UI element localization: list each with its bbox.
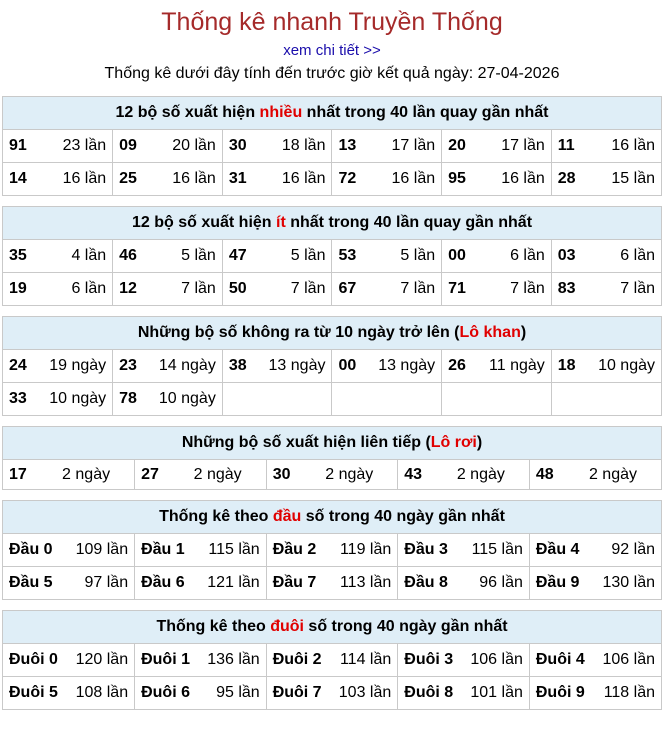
count: 115 lần (471, 541, 523, 558)
count: 121 lần (207, 574, 260, 591)
table-cell (3, 460, 135, 489)
count: 13 ngày (268, 357, 326, 374)
table-cell (266, 677, 398, 710)
table-cell (398, 567, 530, 600)
section-header (3, 427, 661, 460)
table-cell (398, 460, 530, 489)
header-text: Những bộ số không ra từ 10 ngày trở lên ( (137, 324, 460, 341)
header-text: 12 bộ số xuất hiện (115, 104, 260, 121)
count: 16 lần (611, 137, 655, 154)
table-row (3, 567, 661, 600)
table-cell (3, 130, 113, 163)
number: 78 (119, 390, 137, 407)
empty-cell (442, 383, 552, 416)
digit-label: Đầu 1 (141, 541, 185, 558)
most-frequent-section (2, 96, 662, 196)
count: 15 lần (611, 170, 655, 187)
number: 47 (228, 247, 247, 264)
count: 10 ngày (598, 357, 655, 374)
number: 03 (557, 247, 576, 264)
table-cell (135, 460, 267, 489)
table-cell (222, 273, 332, 306)
table-cell (3, 350, 113, 383)
header-highlight: đầu (272, 508, 302, 525)
least-frequent-section (2, 206, 662, 306)
lo-roi-section (2, 426, 662, 490)
table-cell (529, 534, 661, 567)
table-cell (551, 350, 661, 383)
count: 4 lần (71, 247, 107, 264)
table-cell (135, 677, 267, 710)
lo-khan-table (3, 350, 661, 415)
digit-label: Đuôi 6 (141, 684, 190, 701)
table-cell (3, 677, 135, 710)
most-frequent-table (3, 130, 661, 195)
digit-label: Đuôi 8 (404, 684, 454, 701)
table-cell (551, 273, 661, 306)
count: 16 lần (281, 170, 326, 187)
count: 136 lần (207, 651, 260, 668)
number: 48 (535, 465, 554, 483)
digit-label: Đầu 6 (141, 574, 185, 591)
count: 2 ngày (62, 465, 111, 483)
digit-label: Đầu 8 (404, 574, 448, 591)
digit-label: Đầu 9 (535, 574, 580, 591)
count: 16 lần (391, 170, 436, 187)
lo-roi-table (3, 460, 661, 489)
header-text: nhất trong 40 lần quay gần nhất (285, 214, 533, 231)
head-digit-table (3, 534, 661, 599)
count: 118 lần (603, 684, 655, 701)
table-cell (551, 130, 661, 163)
header-text: ) (520, 324, 527, 341)
table-cell (135, 534, 267, 567)
count: 23 lần (62, 137, 107, 154)
header-highlight: đuôi (270, 618, 304, 635)
number: 00 (448, 247, 466, 264)
count: 20 lần (172, 137, 216, 154)
count: 119 lần (339, 541, 392, 558)
number: 95 (448, 170, 466, 187)
count: 2 ngày (588, 465, 637, 483)
count: 13 ngày (378, 357, 436, 374)
count: 6 lần (510, 247, 545, 264)
table-cell (529, 644, 661, 677)
empty-cell (332, 383, 442, 416)
table-cell (551, 163, 661, 196)
count: 16 lần (172, 170, 216, 187)
number: 72 (338, 170, 357, 187)
table-cell (398, 644, 530, 677)
header-text: số trong 40 ngày gần nhất (301, 508, 505, 525)
number: 09 (119, 137, 137, 154)
table-cell (3, 383, 113, 416)
table-row (3, 350, 661, 383)
digit-label: Đuôi 4 (535, 651, 585, 668)
table-cell (113, 350, 223, 383)
table-cell (529, 460, 661, 489)
count: 97 lần (84, 574, 129, 591)
count: 14 ngày (158, 357, 216, 374)
number: 35 (9, 247, 27, 264)
table-cell (442, 273, 552, 306)
section-header (3, 97, 661, 130)
lo-khan-section (2, 316, 662, 416)
header-highlight: Lô khan (459, 324, 521, 341)
count: 16 lần (62, 170, 107, 187)
table-cell (113, 273, 223, 306)
digit-label: Đầu 5 (9, 574, 53, 591)
table-row (3, 130, 661, 163)
header-highlight: ít (276, 214, 286, 231)
number: 30 (272, 465, 291, 483)
count: 114 lần (339, 651, 392, 668)
table-cell (3, 534, 135, 567)
number: 20 (448, 137, 466, 154)
header-text: ) (476, 434, 483, 451)
section-header (3, 207, 661, 240)
number: 28 (557, 170, 576, 187)
table-cell (222, 350, 332, 383)
number: 38 (228, 357, 247, 374)
count: 16 lần (501, 170, 545, 187)
number: 24 (9, 357, 27, 374)
table-row (3, 273, 661, 306)
header-highlight: Lô rơi (430, 434, 477, 451)
number: 33 (9, 390, 27, 407)
count: 106 lần (470, 651, 523, 668)
date-note: Thống kê dưới đây tính đến trước giờ kết quả ngày: 27-04-2026 (104, 65, 560, 82)
count: 17 lần (501, 137, 545, 154)
more-link-wrap (0, 42, 664, 59)
count: 95 lần (216, 684, 260, 701)
table-row (3, 383, 661, 416)
table-row (3, 460, 661, 489)
digit-label: Đầu 2 (272, 541, 317, 558)
table-cell (529, 677, 661, 710)
digit-label: Đầu 3 (404, 541, 448, 558)
number: 71 (448, 280, 466, 297)
table-cell (222, 130, 332, 163)
table-cell (113, 240, 223, 273)
number: 12 (119, 280, 137, 297)
header-highlight: nhiều (259, 104, 303, 121)
number: 13 (338, 137, 357, 154)
count: 11 ngày (489, 357, 545, 374)
count: 7 lần (290, 280, 326, 297)
table-row (3, 677, 661, 710)
table-cell (113, 383, 223, 416)
count: 18 lần (281, 137, 326, 154)
digit-label: Đầu 4 (535, 541, 580, 558)
count: 101 lần (470, 684, 523, 701)
header-text: số trong 40 ngày gần nhất (303, 618, 508, 635)
digit-label: Đầu 7 (272, 574, 317, 591)
table-cell (266, 644, 398, 677)
header-text: Thống kê theo (159, 508, 273, 525)
least-frequent-table (3, 240, 661, 305)
table-cell (442, 130, 552, 163)
number: 30 (228, 137, 247, 154)
table-cell (398, 534, 530, 567)
table-cell (113, 163, 223, 196)
count: 6 lần (71, 280, 107, 297)
table-cell (135, 567, 267, 600)
table-row (3, 163, 661, 196)
count: 5 lần (181, 247, 216, 264)
tail-digit-section (2, 610, 662, 710)
count: 5 lần (400, 247, 436, 264)
number: 17 (9, 465, 27, 483)
table-cell (3, 273, 113, 306)
count: 6 lần (620, 247, 655, 264)
header-text: 12 bộ số xuất hiện (131, 214, 276, 231)
table-cell (442, 163, 552, 196)
number: 23 (119, 357, 137, 374)
count: 5 lần (290, 247, 326, 264)
digit-label: Đuôi 5 (9, 684, 58, 701)
number: 50 (228, 280, 247, 297)
table-cell (266, 567, 398, 600)
count: 109 lần (75, 541, 129, 558)
digit-label: Đuôi 9 (535, 684, 585, 701)
number: 14 (9, 170, 27, 187)
page-title: Thống kê nhanh Truyền Thống (161, 8, 503, 36)
count: 7 lần (510, 280, 545, 297)
head-digit-section (2, 500, 662, 600)
table-row (3, 644, 661, 677)
table-cell (332, 130, 442, 163)
header-text: Thống kê theo (156, 618, 271, 635)
number: 18 (557, 357, 576, 374)
table-cell (442, 350, 552, 383)
number: 19 (9, 280, 27, 297)
count: 96 lần (479, 574, 523, 591)
number: 27 (141, 465, 159, 483)
number: 53 (338, 247, 357, 264)
count: 103 lần (338, 684, 392, 701)
table-cell (332, 273, 442, 306)
number: 46 (119, 247, 137, 264)
table-cell (398, 677, 530, 710)
table-cell (135, 644, 267, 677)
empty-cell (551, 383, 661, 416)
digit-label: Đuôi 3 (404, 651, 454, 668)
count: 2 ngày (193, 465, 242, 483)
number: 91 (9, 137, 27, 154)
table-cell (332, 350, 442, 383)
table-cell (222, 163, 332, 196)
number: 00 (338, 357, 357, 374)
table-row (3, 534, 661, 567)
section-header (3, 317, 661, 350)
number: 31 (228, 170, 247, 187)
count: 115 lần (208, 541, 260, 558)
number: 25 (119, 170, 137, 187)
header-text: nhất trong 40 lần quay gần nhất (302, 104, 549, 121)
number: 11 (557, 137, 575, 154)
count: 19 ngày (49, 357, 107, 374)
table-cell (266, 534, 398, 567)
digit-label: Đuôi 1 (141, 651, 190, 668)
count: 10 ngày (158, 390, 216, 407)
count: 130 lần (602, 574, 655, 591)
digit-label: Đuôi 0 (9, 651, 58, 668)
table-cell (3, 240, 113, 273)
number: 67 (338, 280, 357, 297)
count: 17 lần (391, 137, 436, 154)
empty-cell (222, 383, 332, 416)
count: 7 lần (181, 280, 216, 297)
count: 7 lần (620, 280, 655, 297)
table-row (3, 240, 661, 273)
count: 108 lần (75, 684, 129, 701)
tail-digit-table (3, 644, 661, 709)
count: 2 ngày (325, 465, 374, 483)
table-cell (529, 567, 661, 600)
count: 113 lần (339, 574, 392, 591)
table-cell (113, 130, 223, 163)
number: 83 (557, 280, 576, 297)
section-header (3, 611, 661, 644)
digit-label: Đuôi 2 (272, 651, 322, 668)
count: 106 lần (602, 651, 655, 668)
header-text: Những bộ số xuất hiện liên tiếp ( (181, 434, 431, 451)
digit-label: Đầu 0 (9, 541, 53, 558)
table-cell (551, 240, 661, 273)
count: 92 lần (611, 541, 655, 558)
table-cell (3, 163, 113, 196)
table-cell (332, 163, 442, 196)
table-cell (3, 644, 135, 677)
table-cell (3, 567, 135, 600)
number: 43 (404, 465, 423, 483)
count: 7 lần (400, 280, 436, 297)
digit-label: Đuôi 7 (272, 684, 322, 701)
details-link[interactable]: xem chi tiết >> (283, 42, 381, 59)
count: 10 ngày (49, 390, 107, 407)
table-cell (442, 240, 552, 273)
table-cell (332, 240, 442, 273)
section-header (3, 501, 661, 534)
count: 120 lần (75, 651, 129, 668)
table-cell (222, 240, 332, 273)
table-cell (266, 460, 398, 489)
number: 26 (448, 357, 466, 374)
count: 2 ngày (456, 465, 505, 483)
